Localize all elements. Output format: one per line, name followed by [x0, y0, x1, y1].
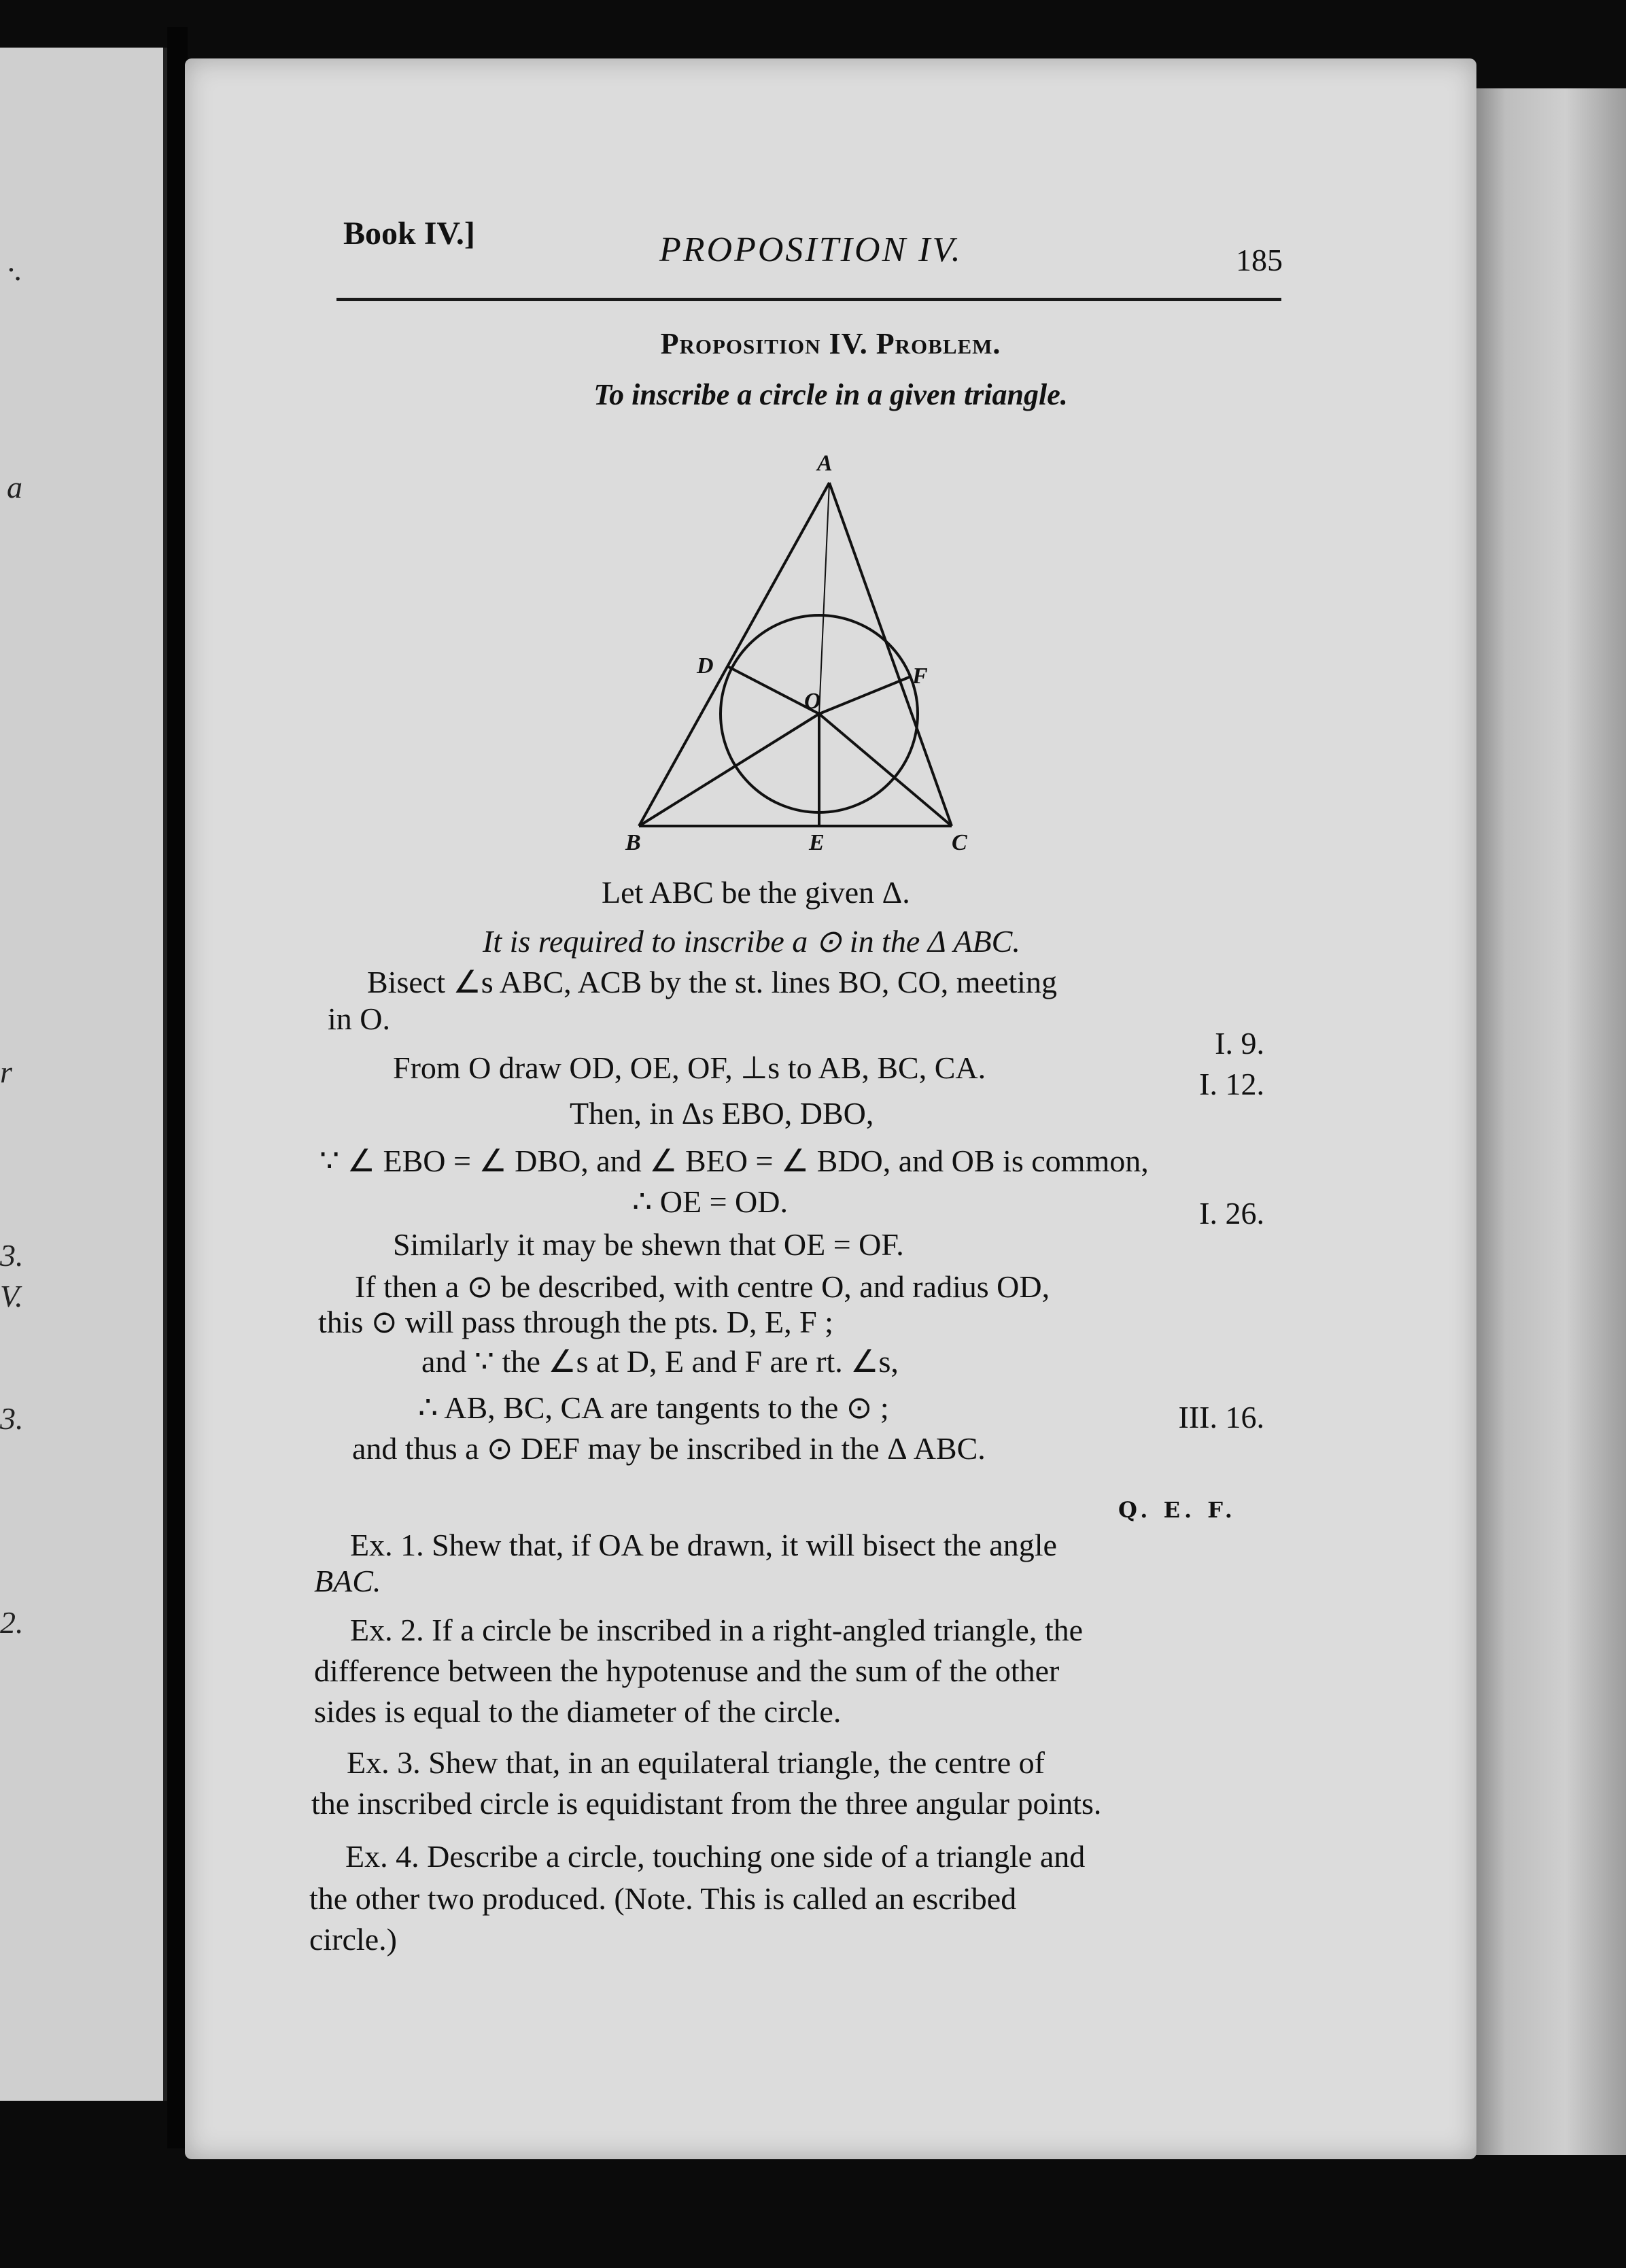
left-page-fragment: V.	[0, 1279, 23, 1313]
label-e: E	[809, 830, 825, 855]
left-page-fragment: ·.	[7, 252, 22, 287]
reference: I. 12.	[1199, 1067, 1264, 1101]
left-page-fragment: 3.	[0, 1401, 24, 1436]
proof-line: ∵ ∠ EBO = ∠ DBO, and ∠ BEO = ∠ BDO, and OB is common,	[319, 1144, 1149, 1178]
exercise-line: the other two produced. (Note. This is called an escribed	[309, 1881, 1017, 1916]
proof-line: ∴ AB, BC, CA are tangents to the ⊙ ;	[418, 1390, 889, 1425]
exercise-line: the inscribed circle is equidistant from the three angular points.	[311, 1786, 1102, 1821]
label-c: C	[952, 830, 967, 855]
left-page-margin	[0, 48, 167, 2101]
perpendicular-of	[819, 676, 911, 714]
reference: I. 26.	[1199, 1196, 1264, 1231]
label-f: F	[912, 664, 928, 689]
label-b: B	[625, 830, 641, 855]
left-page-fragment: r	[0, 1054, 12, 1089]
left-page-fragment: 2.	[0, 1605, 24, 1640]
running-header-book: Book IV.]	[343, 216, 475, 252]
exercise-line: circle.)	[309, 1922, 397, 1957]
reference: I. 9.	[1215, 1026, 1264, 1061]
side-ab	[639, 483, 829, 826]
inscribed-circle-diagram	[598, 442, 1006, 863]
left-page-fragment: a	[7, 470, 22, 504]
exercise-line: Ex. 3. Shew that, in an equilateral triangle, the centre of	[347, 1745, 1045, 1780]
label-o: O	[804, 689, 821, 714]
proof-line: If then a ⊙ be described, with centre O, and radius OD,	[355, 1269, 1050, 1304]
proof-line: Bisect ∠s ABC, ACB by the st. lines BO, CO, meeting	[367, 965, 1057, 999]
proof-line: Similarly it may be shewn that OE = OF.	[393, 1227, 904, 1262]
label-d: D	[697, 653, 714, 678]
left-page-fragment: 3.	[0, 1238, 24, 1273]
exercise-line: Ex. 2. If a circle be inscribed in a right-angled triangle, the	[350, 1613, 1084, 1647]
exercise-line: BAC.	[314, 1564, 381, 1598]
page-number: 185	[1236, 243, 1283, 277]
exercise-line: difference between the hypotenuse and the sum of the other	[314, 1653, 1060, 1688]
header-rule	[336, 298, 1281, 301]
proof-line: It is required to inscribe a ⊙ in the Δ ABC.	[483, 924, 1020, 959]
proof-line: Then, in Δs EBO, DBO,	[570, 1096, 874, 1131]
proof-line: ∴ OE = OD.	[632, 1184, 788, 1219]
proof-line: and ∵ the ∠s at D, E and F are rt. ∠s,	[421, 1344, 899, 1379]
exercise-line: Ex. 1. Shew that, if OA be drawn, it will bisect the angle	[350, 1528, 1057, 1562]
proposition-statement: To inscribe a circle in a given triangle.	[593, 378, 1068, 411]
proof-line: and thus a ⊙ DEF may be inscribed in the Δ ABC.	[352, 1431, 986, 1466]
label-a: A	[817, 451, 833, 476]
proposition-title: Proposition IV. Problem.	[660, 327, 1001, 360]
proof-line: in O.	[328, 1001, 390, 1036]
proof-line: this ⊙ will pass through the pts. D, E, F ;	[318, 1305, 833, 1339]
proof-line: From O draw OD, OE, OF, ⊥s to AB, BC, CA.	[393, 1050, 986, 1085]
proof-line: Let ABC be the given Δ.	[602, 875, 910, 910]
running-header-title: PROPOSITION IV.	[659, 230, 963, 269]
reference: III. 16.	[1178, 1400, 1264, 1434]
qef-mark: Q. E. F.	[1118, 1497, 1236, 1523]
exercise-line: Ex. 4. Describe a circle, touching one side of a triangle and	[345, 1839, 1086, 1874]
page-edges	[1475, 88, 1626, 2155]
line-oa	[819, 483, 829, 714]
exercise-line: sides is equal to the diameter of the circle.	[314, 1694, 842, 1729]
